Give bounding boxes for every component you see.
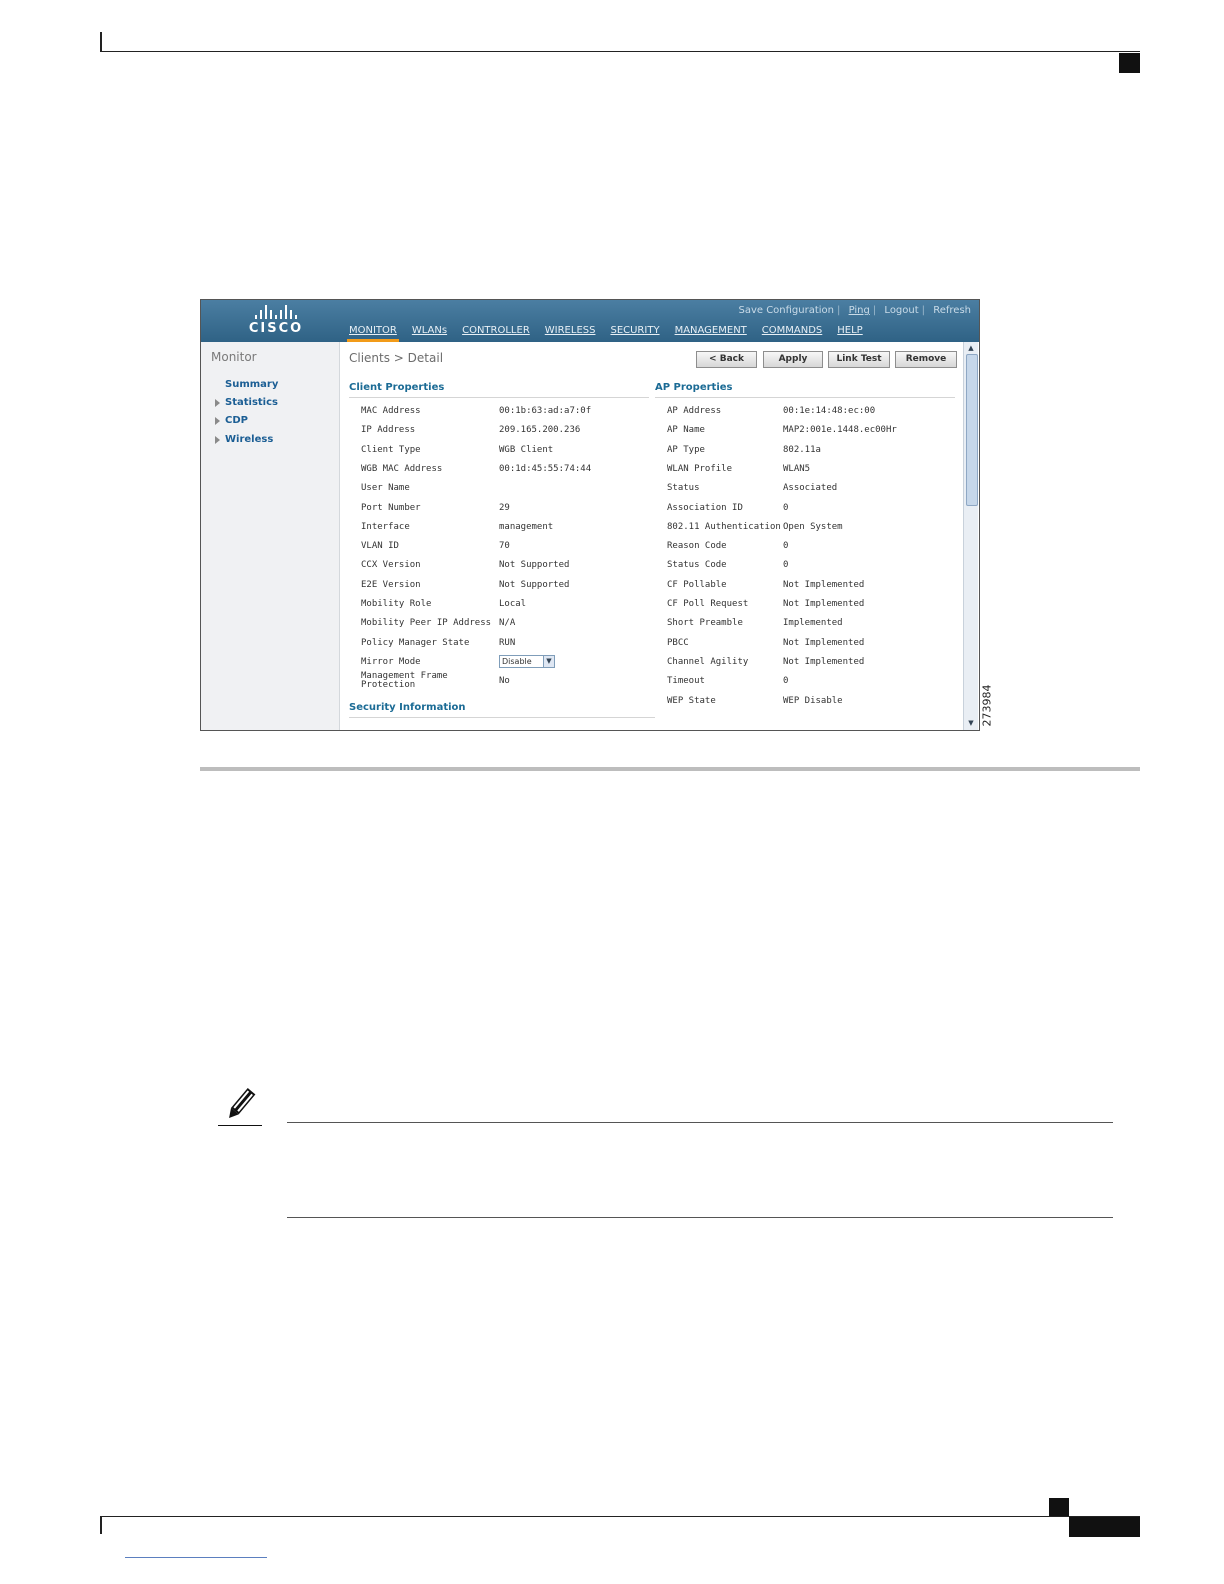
client-properties-value: Not Supported	[499, 560, 570, 571]
scroll-thumb[interactable]	[966, 354, 978, 506]
main-content	[349, 342, 961, 730]
client-properties-value: Local	[499, 599, 527, 609]
sidebar-item-cdp[interactable]: CDP	[225, 415, 248, 426]
ap-properties-label: WEP State	[667, 695, 716, 706]
tab-security[interactable]: SECURITY	[610, 325, 660, 336]
ap-properties-value: Not Implemented	[783, 579, 865, 590]
ap-properties-value: MAP2:001e.1448.ec00Hr	[783, 425, 897, 436]
ap-properties-heading: AP Properties	[655, 382, 733, 393]
link-test-button[interactable]: Link Test	[828, 351, 890, 368]
client-properties-value: Not Supported	[499, 579, 570, 590]
client-properties-value: WGB Client	[499, 444, 554, 455]
header-rule	[100, 51, 1140, 52]
sidebar-item-summary[interactable]: Summary	[225, 379, 279, 390]
tree-arrow-icon[interactable]	[215, 399, 220, 407]
footer-page-tab	[1069, 1517, 1140, 1537]
ap-properties-value: 0	[783, 560, 789, 571]
tree-arrow-icon[interactable]	[215, 436, 220, 444]
tree-arrow-icon[interactable]	[215, 417, 220, 425]
scroll-down-icon[interactable]: ▼	[968, 719, 974, 727]
ap-properties-value: 802.11a	[783, 444, 821, 455]
ap-properties-value: Open System	[783, 521, 843, 532]
ap-properties-value: Not Implemented	[783, 637, 865, 648]
breadcrumb: Clients > Detail	[349, 351, 444, 365]
ap-properties-label: PBCC	[667, 637, 689, 648]
ap-properties-label: 802.11 Authentication	[667, 521, 781, 532]
refresh-link[interactable]: Refresh	[933, 305, 971, 316]
wlc-screenshot	[200, 299, 980, 731]
note-pencil-icon	[218, 1087, 262, 1127]
tab-wireless[interactable]: WIRELESS	[544, 325, 596, 336]
footer-link-underline[interactable]	[125, 1557, 267, 1558]
ap-properties-value: Not Implemented	[783, 599, 865, 609]
security-information-rule	[349, 717, 655, 718]
client-properties-label: Interface	[361, 521, 410, 532]
ap-properties-value: 0	[783, 541, 789, 552]
ap-properties-label: CF Poll Request	[667, 599, 749, 609]
client-properties-value: 00:1d:45:55:74:44	[499, 463, 592, 474]
client-properties-value: N/A	[499, 618, 516, 629]
ap-properties-label: Channel Agility	[667, 656, 749, 667]
client-properties-label: User Name	[361, 483, 410, 494]
client-properties-label: Mobility Role	[361, 599, 432, 609]
vertical-scrollbar[interactable]	[963, 342, 978, 730]
chevron-down-icon[interactable]: ▼	[543, 656, 554, 667]
client-properties-label: IP Address	[361, 425, 416, 436]
ap-properties-label: AP Address	[667, 406, 722, 416]
save-configuration-link[interactable]: Save Configuration	[738, 305, 835, 316]
client-properties-label: Mobility Peer IP Address	[361, 618, 492, 629]
footer-tick	[100, 1516, 102, 1534]
scroll-up-icon[interactable]: ▲	[968, 344, 974, 352]
client-properties-label: WGB MAC Address	[361, 463, 443, 474]
client-properties-value: 00:1b:63:ad:a7:0f	[499, 406, 592, 416]
tab-monitor[interactable]: MONITOR	[349, 325, 397, 336]
ap-properties-value: Associated	[783, 483, 838, 494]
client-properties-label: Client Type	[361, 444, 421, 455]
header-corner-mark	[1119, 53, 1140, 73]
tab-help[interactable]: HELP	[837, 325, 863, 336]
ap-properties-label: WLAN Profile	[667, 463, 733, 474]
ping-link[interactable]: Ping	[848, 305, 870, 316]
client-properties-label: Policy Manager State	[361, 637, 470, 648]
client-properties-label: E2E Version	[361, 579, 421, 590]
client-properties-value: 29	[499, 502, 510, 513]
client-properties-label: CCX Version	[361, 560, 421, 571]
ap-properties-value: 0	[783, 676, 789, 687]
apply-button[interactable]: Apply	[763, 351, 823, 368]
ap-properties-label: Reason Code	[667, 541, 727, 552]
ap-properties-rule	[655, 397, 955, 398]
ap-properties-label: AP Type	[667, 444, 705, 455]
ap-properties-label: Status	[667, 483, 700, 494]
client-properties-label: Port Number	[361, 502, 421, 513]
note-top-rule	[287, 1122, 1113, 1123]
sidebar-item-statistics[interactable]: Statistics	[225, 397, 278, 408]
client-properties-value: 209.165.200.236	[499, 425, 581, 436]
figure-id-text: 273984	[980, 684, 994, 727]
client-properties-label: MAC Address	[361, 406, 421, 416]
client-properties-label: Mirror Mode	[361, 656, 421, 667]
security-information-heading: Security Information	[349, 702, 466, 713]
ap-properties-label: AP Name	[667, 425, 705, 436]
footer-corner-mark	[1049, 1498, 1069, 1516]
footer-rule	[100, 1516, 1140, 1517]
remove-button[interactable]: Remove	[895, 351, 957, 368]
cisco-logo	[241, 305, 311, 339]
sidebar-item-wireless[interactable]: Wireless	[225, 434, 274, 445]
client-properties-label: Management Frame Protection	[361, 671, 448, 691]
header-tick	[100, 32, 102, 52]
client-properties-label: VLAN ID	[361, 541, 399, 552]
client-properties-heading: Client Properties	[349, 382, 445, 393]
ap-properties-value: 00:1e:14:48:ec:00	[783, 406, 876, 416]
ap-properties-value: WLAN5	[783, 463, 811, 474]
note-bottom-rule	[287, 1217, 1113, 1218]
ap-properties-label: CF Pollable	[667, 579, 727, 590]
figure-id	[980, 686, 994, 726]
client-properties-value: 70	[499, 541, 510, 552]
figure-rule	[200, 767, 1140, 771]
back-button[interactable]: < Back	[696, 351, 757, 368]
ap-properties-value: WEP Disable	[783, 695, 843, 706]
logout-link[interactable]: Logout	[884, 305, 919, 316]
ap-properties-value: Implemented	[783, 618, 843, 629]
ap-properties-value: 0	[783, 502, 789, 513]
ap-properties-value: Not Implemented	[783, 656, 865, 667]
tab-management[interactable]: MANAGEMENT	[674, 325, 747, 336]
client-properties-value: No	[499, 676, 510, 687]
ap-properties-label: Short Preamble	[667, 618, 743, 629]
client-properties-rule	[349, 397, 649, 398]
utility-links: Save Configuration | Ping | Logout | Refresh	[738, 305, 971, 316]
client-properties-value: management	[499, 521, 554, 532]
client-properties-value: RUN	[499, 637, 516, 648]
main-nav	[349, 325, 863, 336]
tab-wlans[interactable]: WLANs	[411, 325, 448, 336]
top-banner	[201, 300, 979, 342]
logo-word: CISCO	[248, 321, 304, 336]
tab-controller[interactable]: CONTROLLER	[462, 325, 530, 336]
ap-properties-label: Association ID	[667, 502, 743, 513]
ap-properties-label: Timeout	[667, 676, 705, 687]
mirror-mode-select[interactable]	[499, 655, 555, 668]
tab-commands[interactable]: COMMANDS	[761, 325, 823, 336]
sidebar-title: Monitor	[211, 350, 257, 364]
mirror-mode-value: Disable	[502, 656, 532, 666]
ap-properties-label: Status Code	[667, 560, 727, 571]
sidebar	[201, 342, 340, 730]
